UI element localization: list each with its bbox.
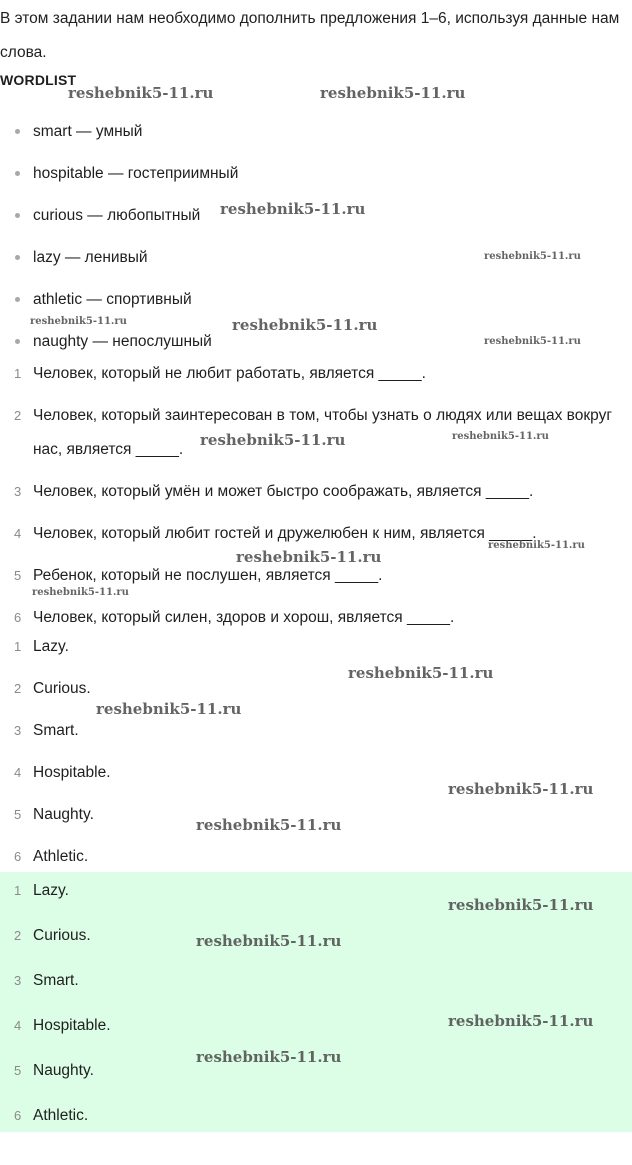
sentence-item [0,353,630,395]
answer-list [0,626,630,878]
watermark: reshebnik5-11.ru [448,896,594,914]
answer-item [0,1097,630,1142]
answer-item [0,710,630,752]
item-number: 3 [14,484,22,499]
sentence-text: Человек, который умён и может быстро соображать, является _____. [33,483,534,500]
watermark: reshebnik5-11.ru [32,587,129,598]
bullet-icon [15,255,20,260]
watermark: reshebnik5-11.ru [484,336,581,347]
answer-item [0,962,630,1007]
watermark: reshebnik5-11.ru [452,431,549,442]
item-number: 6 [14,610,22,625]
answer-item [0,626,630,668]
answer-text: Naughty. [33,806,94,823]
item-number: 2 [14,681,22,696]
watermark: reshebnik5-11.ru [196,1048,342,1066]
watermark: reshebnik5-11.ru [320,84,466,102]
item-number: 1 [14,366,22,381]
answer-text: Curious. [33,680,91,697]
answer-text: Hospitable. [33,1017,111,1034]
watermark: reshebnik5-11.ru [30,316,127,327]
item-number: 3 [14,723,22,738]
watermark: reshebnik5-11.ru [200,431,346,449]
answer-text: Smart. [33,722,79,739]
item-number: 2 [14,408,22,423]
sentence-text: Человек, который заинтересован в том, чтобы узнать о людях или вещах вокруг нас, является _____. [33,407,612,458]
answer-text: Athletic. [33,1107,89,1124]
watermark: reshebnik5-11.ru [232,316,378,334]
sentence-text: Человек, который не любит работать, является _____. [33,365,426,382]
bullet-icon [15,213,20,218]
watermark: reshebnik5-11.ru [96,700,242,718]
wordlist-item [0,111,620,153]
item-number: 6 [14,849,22,864]
watermark: reshebnik5-11.ru [220,200,366,218]
watermark: reshebnik5-11.ru [448,780,594,798]
item-number: 5 [14,807,22,822]
sentence-text: Ребенок, который не послушен, является _____. [33,567,383,584]
item-number: 5 [14,568,22,583]
sentence-text: Человек, который силен, здоров и хорош, является _____. [33,609,455,626]
wordlist-item-text: lazy — ленивый [33,249,148,266]
intro-text: В этом задании нам необходимо дополнить предложения 1–6, используя данные нам слова. [0,10,620,61]
item-number: 4 [14,765,22,780]
watermark: reshebnik5-11.ru [488,540,585,551]
answer-text: Lazy. [33,638,69,655]
item-number: 1 [14,883,22,898]
wordlist-item [0,153,620,195]
watermark: reshebnik5-11.ru [68,84,214,102]
answer-item [0,668,630,710]
item-number: 6 [14,1108,22,1123]
watermark: reshebnik5-11.ru [196,932,342,950]
bullet-icon [15,129,20,134]
answer-text: Curious. [33,927,91,944]
watermark: reshebnik5-11.ru [348,664,494,682]
item-number: 1 [14,639,22,654]
answer-text: Naughty. [33,1062,94,1079]
wordlist-item-text: hospitable — гостеприимный [33,165,239,182]
sentence-item [0,471,630,513]
watermark: reshebnik5-11.ru [236,548,382,566]
bullet-icon [15,297,20,302]
wordlist-item-text: naughty — непослушный [33,333,212,350]
item-number: 4 [14,526,22,541]
answer-text: Athletic. [33,848,89,865]
watermark: reshebnik5-11.ru [484,251,581,262]
wordlist-heading: WORDLIST [0,72,77,88]
item-number: 4 [14,1018,22,1033]
watermark: reshebnik5-11.ru [448,1012,594,1030]
watermark: reshebnik5-11.ru [196,816,342,834]
wordlist-item-text: smart — умный [33,123,143,140]
item-number: 2 [14,928,22,943]
wordlist-item-text: curious — любопытный [33,207,201,224]
answer-text: Hospitable. [33,764,111,781]
bullet-icon [15,339,20,344]
item-number: 5 [14,1063,22,1078]
item-number: 3 [14,973,22,988]
sentence-text: Человек, который любит гостей и дружелюбен к ним, является _____. [33,525,537,542]
answer-text: Lazy. [33,882,69,899]
wordlist-item-text: athletic — спортивный [33,291,192,308]
bullet-icon [15,171,20,176]
answer-text: Smart. [33,972,79,989]
wordlist-item [0,279,620,321]
